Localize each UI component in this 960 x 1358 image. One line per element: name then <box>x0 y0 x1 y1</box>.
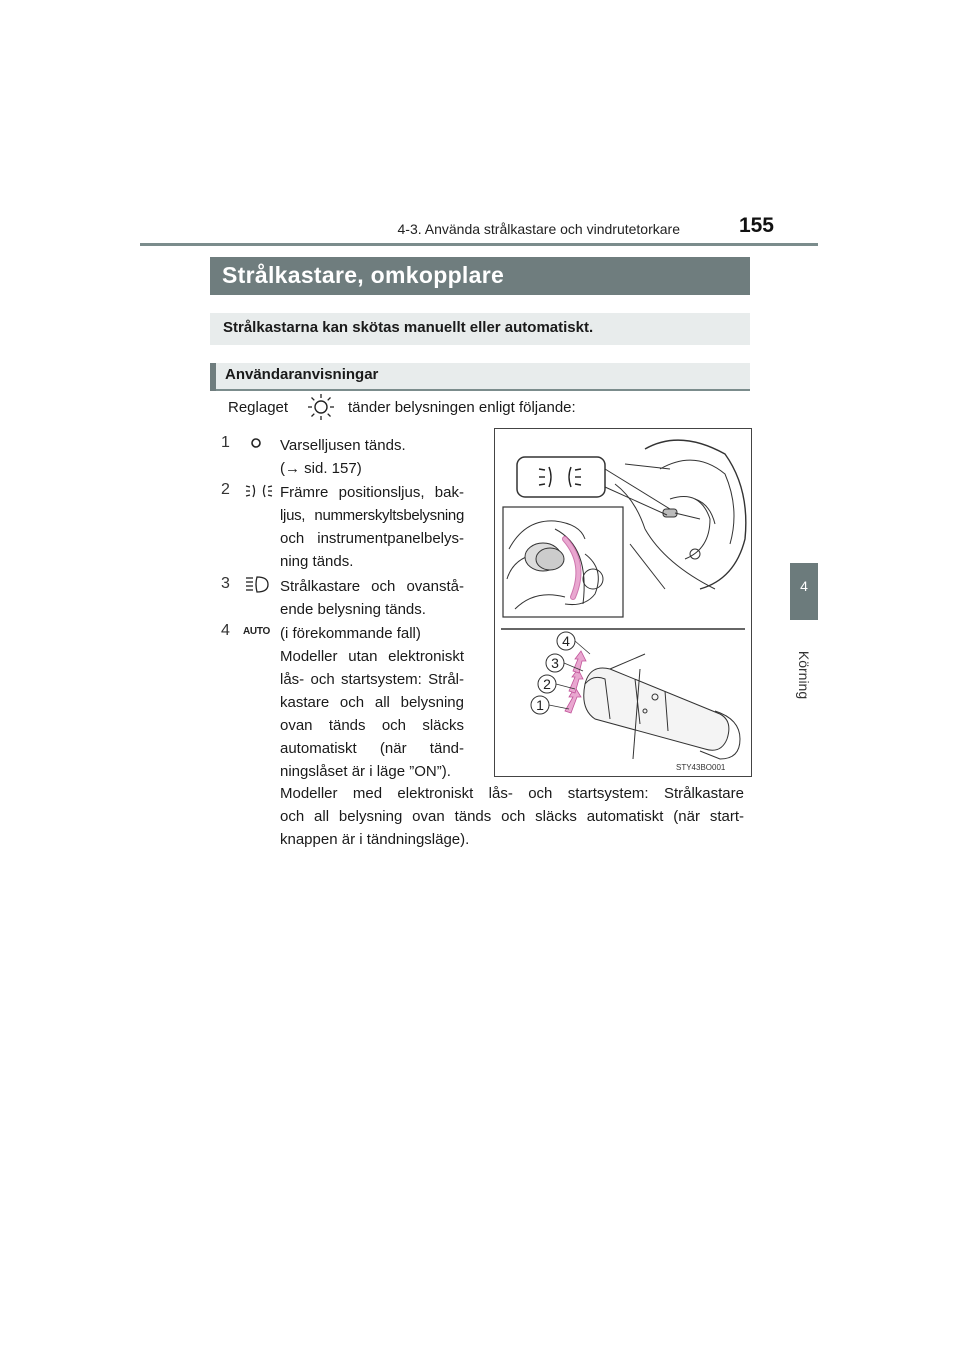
chapter-number: 4 <box>800 578 808 594</box>
page-number: 155 <box>738 214 774 237</box>
item-text-3: Strålkastare och ovanstå- ende belysning tänds. <box>280 578 464 618</box>
closing-paragraph: Modeller med elektroniskt lås- och startsystem: Strålkastare och all belysning ovan tänds och släcks automatiskt (när start- knappen är i tändningsläge). <box>280 785 744 848</box>
light-switch-icon <box>304 393 338 421</box>
figure-code: STY43BO001 <box>676 763 726 772</box>
item-text-2: Främre positionsljus, bak- ljus, nummerskyltsbelysning och instrumentpanelbelys- ning tänds. <box>280 484 464 570</box>
figure-frame <box>494 428 752 777</box>
item-number-4: 4 <box>221 622 230 639</box>
headlight-switch-illustration <box>495 429 751 776</box>
subheading-accent <box>210 363 216 391</box>
item-number-3: 3 <box>221 575 230 592</box>
subheading: Användaranvisningar <box>225 366 379 383</box>
running-head: 4-3. Använda strålkastare och vindrutetorkare <box>397 221 680 237</box>
item-text-1: Varselljusen tänds. (→ sid. 157) <box>280 437 406 477</box>
item-text-4: (i förekommande fall) Modeller utan elektroniskt lås- och startsystem: Strål- kastare och all belysning ovan tänds och släcks automatiskt (när tänd- ningslåset är i läge ”ON”). <box>280 625 464 780</box>
section-title: Strålkastare, omkopplare <box>222 262 505 288</box>
item-number-1: 1 <box>221 434 230 451</box>
position-light-icon <box>244 481 274 501</box>
lead-text-after: tänder belysningen enligt följande: <box>348 399 576 416</box>
item-number-2: 2 <box>221 481 230 498</box>
chapter-label: Körning <box>796 650 812 700</box>
lead-text-before: Reglaget <box>228 399 289 416</box>
header-rule <box>140 243 818 246</box>
figure-callout-3: 3 <box>551 655 559 671</box>
auto-icon: AUTO <box>243 626 270 637</box>
figure-callout-2: 2 <box>543 676 551 692</box>
daytime-running-light-icon <box>246 434 276 454</box>
intro-text: Strålkastarna kan skötas manuellt eller automatiskt. <box>223 319 594 336</box>
figure-callout-1: 1 <box>536 697 544 713</box>
headlight-icon <box>244 575 274 595</box>
figure-callout-4: 4 <box>562 633 570 649</box>
